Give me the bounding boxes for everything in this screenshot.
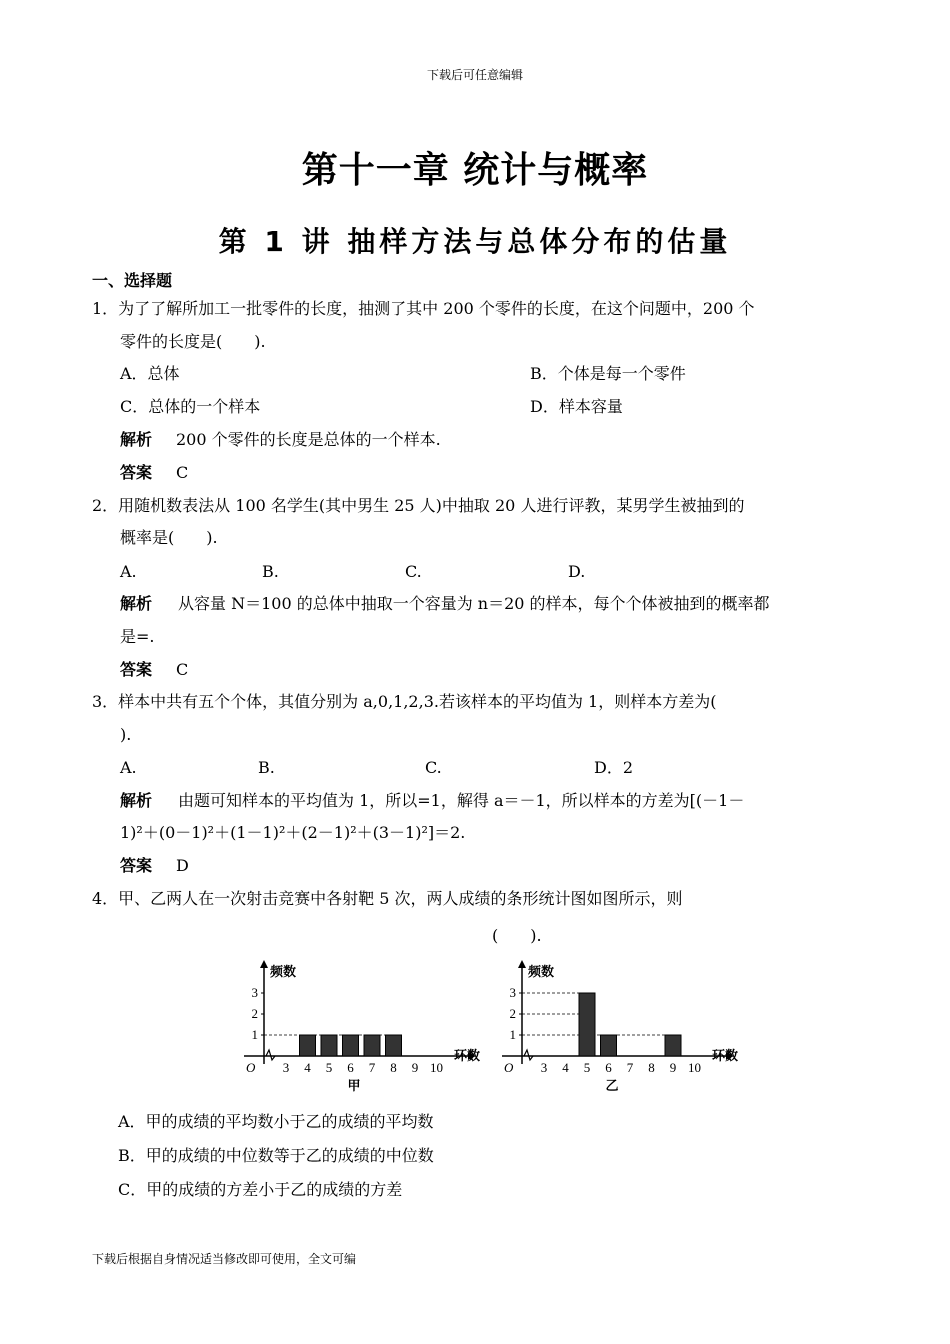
bar-5: [321, 1035, 337, 1056]
q3-stem-line1: 3．样本中共有五个个体，其值分别为 a,0,1,2,3.若该样本的平均值为 1，则样本方差为(: [92, 692, 717, 711]
bar-5: [579, 993, 595, 1056]
q1-option-c: C．总体的一个样本: [120, 397, 261, 416]
q1-analysis: 200 个零件的长度是总体的一个样本.: [176, 430, 441, 449]
q1-option-a: A．总体: [120, 364, 180, 383]
y-axis-label: 频数: [270, 965, 297, 980]
q2-answer-label: 答案: [120, 660, 153, 679]
axis-break: [266, 1050, 275, 1060]
q3-answer-label: 答案: [120, 856, 153, 875]
q2-option-c: C.: [405, 562, 422, 581]
x-tick-label: 10: [430, 1060, 443, 1075]
q4-option-a: A．甲的成绩的平均数小于乙的成绩的平均数: [118, 1112, 434, 1131]
bar-4: [300, 1035, 316, 1056]
bar-6: [601, 1035, 617, 1056]
q4-option-c: C．甲的成绩的方差小于乙的成绩的方差: [118, 1180, 403, 1199]
x-axis-label: 环数: [453, 1049, 480, 1064]
q2-option-d: D.: [568, 562, 586, 581]
x-tick-label: 4: [304, 1060, 311, 1075]
q2-analysis-line1: 从容量 N＝100 的总体中抽取一个容量为 n＝20 的样本，每个个体被抽到的概率都: [178, 594, 770, 613]
bar-6: [343, 1035, 359, 1056]
q3-analysis-label: 解析: [120, 791, 153, 810]
origin-label: O: [504, 1060, 514, 1075]
y-tick-label: 3: [509, 985, 516, 1000]
x-tick-label: 8: [648, 1060, 655, 1075]
x-tick-label: 7: [626, 1060, 634, 1075]
bar-9: [665, 1035, 681, 1056]
q3-option-b: B.: [258, 758, 275, 777]
lesson-title: 第 1 讲 抽样方法与总体分布的估量: [218, 225, 732, 258]
q1-answer-label: 答案: [120, 463, 153, 482]
q2-analysis-line2: 是=.: [120, 627, 155, 646]
chapter-title: 第十一章 统计与概率: [301, 150, 649, 191]
axis-break: [524, 1050, 533, 1060]
y-axis-arrow: [260, 960, 268, 968]
x-tick-label: 5: [583, 1060, 591, 1075]
y-axis-arrow: [518, 960, 526, 968]
y-tick-label: 2: [509, 1006, 516, 1021]
x-tick-label: 6: [347, 1060, 354, 1075]
x-tick-label: 9: [669, 1060, 677, 1075]
x-tick-label: 7: [368, 1060, 376, 1075]
q2-option-a: A.: [120, 562, 137, 581]
q1-stem-line1: 1．为了了解所加工一批零件的长度，抽测了其中 200 个零件的长度，在这个问题中，200 个: [92, 299, 755, 318]
q2-stem-line2: 概率是( ).: [120, 528, 218, 547]
q2-analysis-label: 解析: [120, 594, 153, 613]
q3-analysis-line1: 由题可知样本的平均值为 1，所以=1，解得 a＝－1，所以样本的方差为[(－1－: [178, 791, 745, 810]
x-tick-label: 8: [390, 1060, 397, 1075]
q3-analysis-line2: 1)²＋(0－1)²＋(1－1)²＋(2－1)²＋(3－1)²]＝2.: [120, 823, 466, 842]
x-tick-label: 3: [282, 1060, 290, 1075]
bar-chart-jia: [236, 956, 486, 1096]
y-tick-label: 1: [251, 1027, 258, 1042]
origin-label: O: [246, 1060, 256, 1075]
bar-8: [386, 1035, 402, 1056]
q3-option-a: A.: [120, 758, 137, 777]
x-tick-label: 3: [540, 1060, 548, 1075]
q4-stem-line1: 4．甲、乙两人在一次射击竞赛中各射靶 5 次，两人成绩的条形统计图如图所示，则: [92, 889, 683, 908]
bar-7: [364, 1035, 380, 1056]
q4-stem-line2: ( ).: [492, 926, 542, 945]
chart-title: 乙: [605, 1079, 619, 1094]
x-tick-label: 10: [688, 1060, 701, 1075]
section-heading: 一、选择题: [92, 271, 173, 290]
y-tick-label: 3: [251, 985, 258, 1000]
q2-option-b: B.: [262, 562, 279, 581]
q2-stem-line1: 2．用随机数表法从 100 名学生(其中男生 25 人)中抽取 20 人进行评教，某男学生被抽到的: [92, 496, 745, 515]
y-tick-label: 2: [251, 1006, 258, 1021]
x-axis-label: 环数: [711, 1049, 738, 1064]
q4-option-b: B．甲的成绩的中位数等于乙的成绩的中位数: [118, 1146, 434, 1165]
page-footer: 下载后根据自身情况适当修改即可使用，全文可编: [92, 1252, 357, 1266]
y-tick-label: 1: [509, 1027, 516, 1042]
chart-title: 甲: [347, 1079, 361, 1094]
q1-option-b: B．个体是每一个零件: [530, 364, 686, 383]
q3-stem-line2: ).: [120, 725, 132, 744]
x-tick-label: 4: [562, 1060, 569, 1075]
q3-option-d: D．2: [594, 758, 634, 777]
page-header: 下载后可任意编辑: [426, 68, 523, 82]
bar-chart-yi: [494, 956, 744, 1096]
q1-analysis-label: 解析: [120, 430, 153, 449]
q1-answer: C: [176, 463, 189, 482]
q2-answer: C: [176, 660, 189, 679]
x-tick-label: 5: [325, 1060, 333, 1075]
q3-option-c: C.: [425, 758, 442, 777]
q1-option-d: D．样本容量: [530, 397, 623, 416]
q1-stem-line2: 零件的长度是( ).: [120, 332, 266, 351]
x-tick-label: 6: [605, 1060, 612, 1075]
y-axis-label: 频数: [528, 965, 555, 980]
x-tick-label: 9: [411, 1060, 419, 1075]
q3-answer: D: [176, 856, 189, 875]
